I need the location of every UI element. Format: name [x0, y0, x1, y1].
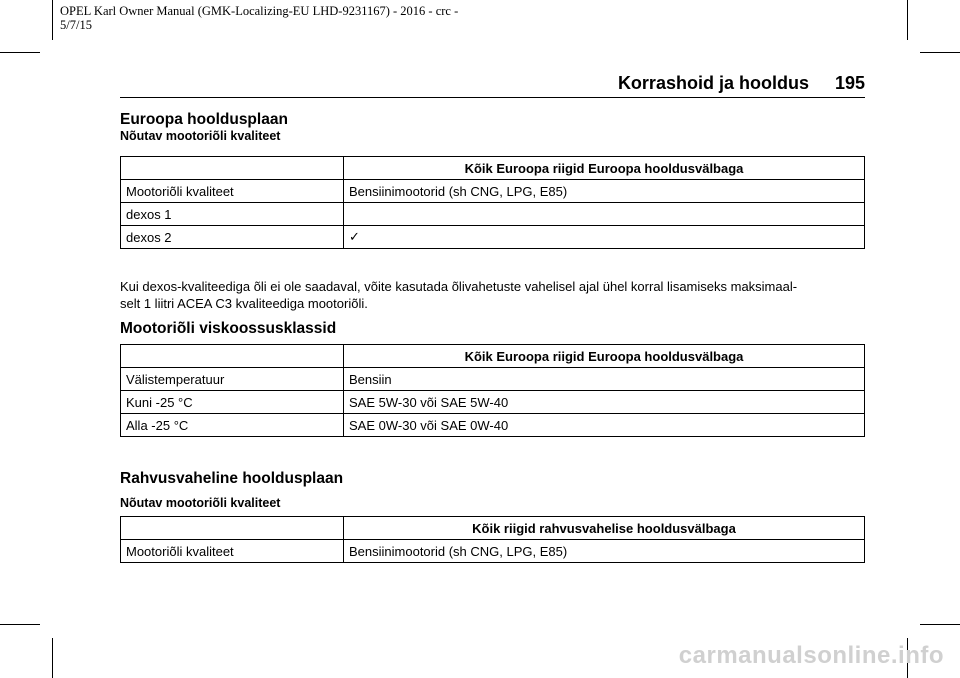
oil-note-line: Kui dexos-kvaliteediga õli ei ole saadaval, võite kasutada õlivahetuste vahelisel ajal ühel korral lisamiseks maksimaal- — [120, 279, 798, 294]
table-cell: Välistemperatuur — [121, 368, 344, 391]
table-cell: dexos 1 — [121, 203, 344, 226]
table-header-row — [121, 345, 865, 368]
table-cell: dexos 2 — [121, 226, 344, 249]
table-cell: SAE 5W-30 või SAE 5W-40 — [344, 391, 865, 414]
table-cell: Bensiinimootorid (sh CNG, LPG, E85) — [344, 540, 865, 563]
table-row — [121, 414, 865, 437]
europe-quality-subheading: Nõutav mootoriõli kvaliteet — [120, 129, 281, 143]
table-cell — [121, 517, 344, 540]
crop-mark — [52, 0, 53, 40]
europe-heading: Euroopa hooldusplaan — [120, 111, 288, 128]
table-header-cell: Kõik riigid rahvusvahelise hooldusvälbaga — [344, 517, 865, 540]
international-heading-block — [120, 470, 865, 488]
table-header-cell: Kõik Euroopa riigid Euroopa hooldusvälbaga — [344, 157, 865, 180]
international-subheading-block — [120, 496, 865, 511]
print-meta-line2: 5/7/15 — [60, 18, 92, 32]
international-heading: Rahvusvaheline hooldusplaan — [120, 470, 344, 487]
crop-mark — [52, 638, 53, 678]
table-cell — [344, 203, 865, 226]
oil-note-line: selt 1 liitri ACEA C3 kvaliteediga mootoriõli. — [120, 296, 368, 311]
oil-note-paragraph — [120, 278, 865, 312]
international-quality-subheading: Nõutav mootoriõli kvaliteet — [120, 496, 281, 510]
crop-mark — [0, 52, 40, 53]
watermark-logo: carmanualsonline.info — [678, 642, 944, 669]
table-row — [121, 540, 865, 563]
running-header — [120, 72, 865, 98]
crop-mark — [920, 624, 960, 625]
table-cell: Bensiinimootorid (sh CNG, LPG, E85) — [344, 180, 865, 203]
viscosity-table — [120, 344, 865, 437]
crop-mark — [920, 52, 960, 53]
table-row — [121, 226, 865, 249]
table-cell — [121, 157, 344, 180]
international-quality-table — [120, 516, 865, 563]
check-mark-icon: ✓ — [344, 226, 865, 249]
table-header-row — [121, 517, 865, 540]
table-cell: SAE 0W-30 või SAE 0W-40 — [344, 414, 865, 437]
table-cell: Alla -25 °C — [121, 414, 344, 437]
table-header-cell: Kõik Euroopa riigid Euroopa hooldusvälbaga — [344, 345, 865, 368]
table-cell — [121, 345, 344, 368]
table-cell: Kuni -25 °C — [121, 391, 344, 414]
table-cell: Mootoriõli kvaliteet — [121, 540, 344, 563]
table-row — [121, 180, 865, 203]
table-cell: Bensiin — [344, 368, 865, 391]
table-cell: Mootoriõli kvaliteet — [121, 180, 344, 203]
europe-heading-block — [120, 111, 865, 144]
section-title: Korrashoid ja hooldus — [617, 73, 809, 93]
crop-mark — [907, 0, 908, 40]
table-row — [121, 203, 865, 226]
crop-mark — [0, 624, 40, 625]
print-meta — [60, 4, 458, 32]
print-meta-line1: OPEL Karl Owner Manual (GMK-Localizing-EU LHD-9231167) - 2016 - crc - — [60, 4, 459, 18]
table-row — [121, 368, 865, 391]
table-header-row — [121, 157, 865, 180]
viscosity-heading-block — [120, 320, 865, 338]
table-row — [121, 391, 865, 414]
europe-quality-table — [120, 156, 865, 249]
viscosity-heading: Mootoriõli viskoossusklassid — [120, 320, 337, 337]
page-number: 195 — [834, 73, 865, 93]
